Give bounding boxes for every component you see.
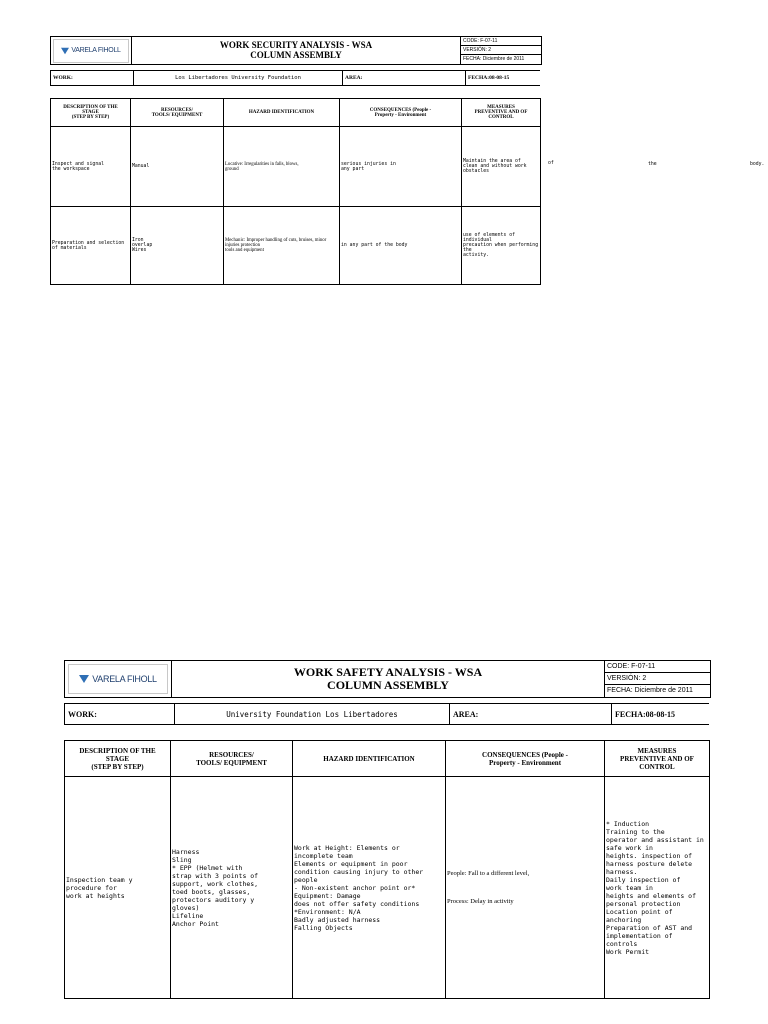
document-2 — [64, 660, 709, 999]
doc1-row2-resources: Iron overlap Wires — [131, 207, 224, 285]
doc1-row1-hazard: Locative: Irregularities in falls, blows, ground — [224, 127, 340, 207]
company-logo — [68, 664, 168, 694]
doc1-fecha: FECHA: Diciembre de 2011 — [463, 56, 525, 62]
logo-arrow-icon — [79, 674, 89, 684]
doc1-meta-cell — [461, 37, 542, 65]
doc1-overflow-of: of — [548, 161, 554, 166]
doc1-hdr-measures: MEASURES PREVENTIVE AND OF CONTROL — [462, 99, 541, 127]
doc1-work-label: WORK: — [51, 71, 134, 86]
doc2-hdr-measures: MEASURES PREVENTIVE AND OF CONTROL — [605, 741, 710, 777]
doc1-title-cell — [132, 37, 461, 65]
doc1-subtitle: COLUMN ASSEMBLY — [250, 49, 342, 60]
doc2-row1-measures: * Induction Training to the operator and assistant in safe work in heights. inspection of harness posture delete harness. Daily inspection of work team in heights and elements of personal protection Location point of anchoring Preparation of AST and implementation of controls Work Permit — [606, 819, 704, 956]
doc2-work-label: WORK: — [65, 704, 175, 725]
doc1-code: CODE: F-07-11 — [461, 37, 541, 46]
doc2-logo-cell — [65, 661, 172, 698]
doc1-hdr-consequences: CONSEQUENCES (People - Property - Environment — [340, 99, 462, 127]
doc1-overflow-the: the — [648, 162, 657, 167]
doc1-row2-hazard: Mechanic: Improper handling of cuts, bruises, minor injuries protection tools and equipment — [224, 207, 340, 285]
doc1-row2-stage: Preparation and selection of materials — [51, 207, 131, 285]
doc2-row1-resources: Harness Sling * EPP (Helmet with strap with 3 points of support, work clothes, toed boots, glasses, protectors auditory y gloves) Lifeline Anchor Point — [171, 777, 293, 999]
doc1-row1-consequences: serious injuries in any part — [340, 127, 462, 207]
doc1-title: WORK SECURITY ANALYSIS - WSA — [219, 39, 373, 50]
doc1-row2-measures: use of elements of individual precaution when performing the activity. — [463, 233, 539, 258]
table-row — [51, 207, 541, 285]
doc2-version: VERSIÓN: 2 — [605, 673, 710, 685]
table-row — [65, 777, 710, 999]
doc1-work-value: Los Libertadores University Foundation — [134, 71, 343, 86]
doc1-version: VERSIÓN: 2 — [461, 46, 541, 55]
doc2-area-label: AREA: — [450, 704, 612, 725]
doc2-fecha: FECHA: Diciembre de 2011 — [607, 687, 693, 694]
company-logo — [53, 39, 129, 63]
doc1-hdr-hazard: HAZARD IDENTIFICATION — [224, 99, 340, 127]
logo-text: VARELA FIHOLL — [92, 674, 157, 684]
logo-text: VARELA FIHOLL — [71, 47, 121, 54]
table-row — [51, 127, 541, 207]
doc2-code: CODE: F-07-11 — [605, 661, 710, 673]
doc2-header-row — [65, 741, 710, 777]
doc2-work-value: University Foundation Los Libertadores — [175, 704, 450, 725]
doc1-hdr-resources: RESOURCES/ TOOLS/ EQUIPMENT — [131, 99, 224, 127]
doc2-row1-consequences: People: Fall to a different level, Process: Delay in activity — [446, 777, 605, 999]
doc2-hdr-hazard: HAZARD IDENTIFICATION — [293, 741, 446, 777]
doc2-hdr-resources: RESOURCES/ TOOLS/ EQUIPMENT — [171, 741, 293, 777]
document-1 — [50, 36, 540, 285]
doc2-row1-stage: Inspection team y procedure for work at heights — [65, 777, 171, 999]
doc2-subtitle: COLUMN ASSEMBLY — [327, 678, 449, 692]
doc1-row1-measures: Maintain the area of clean and without work obstacles — [462, 127, 541, 207]
doc1-date-label: FECHA:08-08-15 — [468, 75, 510, 81]
doc2-date-label: FECHA:08-08-15 — [615, 709, 675, 719]
doc2-main-table — [64, 740, 710, 999]
doc1-main-table — [50, 98, 541, 285]
doc2-header — [64, 660, 711, 698]
logo-arrow-icon — [61, 47, 69, 55]
doc1-row1-resources: Manual — [131, 127, 224, 207]
doc1-header-row — [51, 99, 541, 127]
doc1-row2-consequences: in any part of the body — [340, 207, 462, 285]
doc1-work-row — [50, 70, 540, 86]
doc1-overflow-body: body. — [750, 162, 765, 167]
doc1-row1-stage: Inspect and signal the workspace — [51, 127, 131, 207]
doc1-area-label: AREA: — [343, 71, 466, 86]
doc2-title: WORK SAFETY ANALYSIS - WSA — [293, 664, 483, 679]
doc2-row1-hazard: Work at Height: Elements or incomplete team Elements or equipment in poor condition causing injury to other people - Non-existent anchor point or* Equipment: Damage does not offer safety conditions *Environment: N/A Badly adjusted harness Falling Objects — [293, 777, 446, 999]
doc2-work-row — [64, 703, 709, 725]
doc1-header — [50, 36, 542, 65]
doc2-hdr-consequences: CONSEQUENCES (People - Property - Environment — [446, 741, 605, 777]
doc2-title-cell — [172, 661, 605, 698]
doc2-hdr-stage: DESCRIPTION OF THE STAGE (STEP BY STEP) — [65, 741, 171, 777]
doc2-meta-cell — [605, 661, 711, 698]
doc1-logo-cell — [51, 37, 132, 65]
doc1-hdr-stage: DESCRIPTION OF THE STAGE (STEP BY STEP) — [51, 99, 131, 127]
